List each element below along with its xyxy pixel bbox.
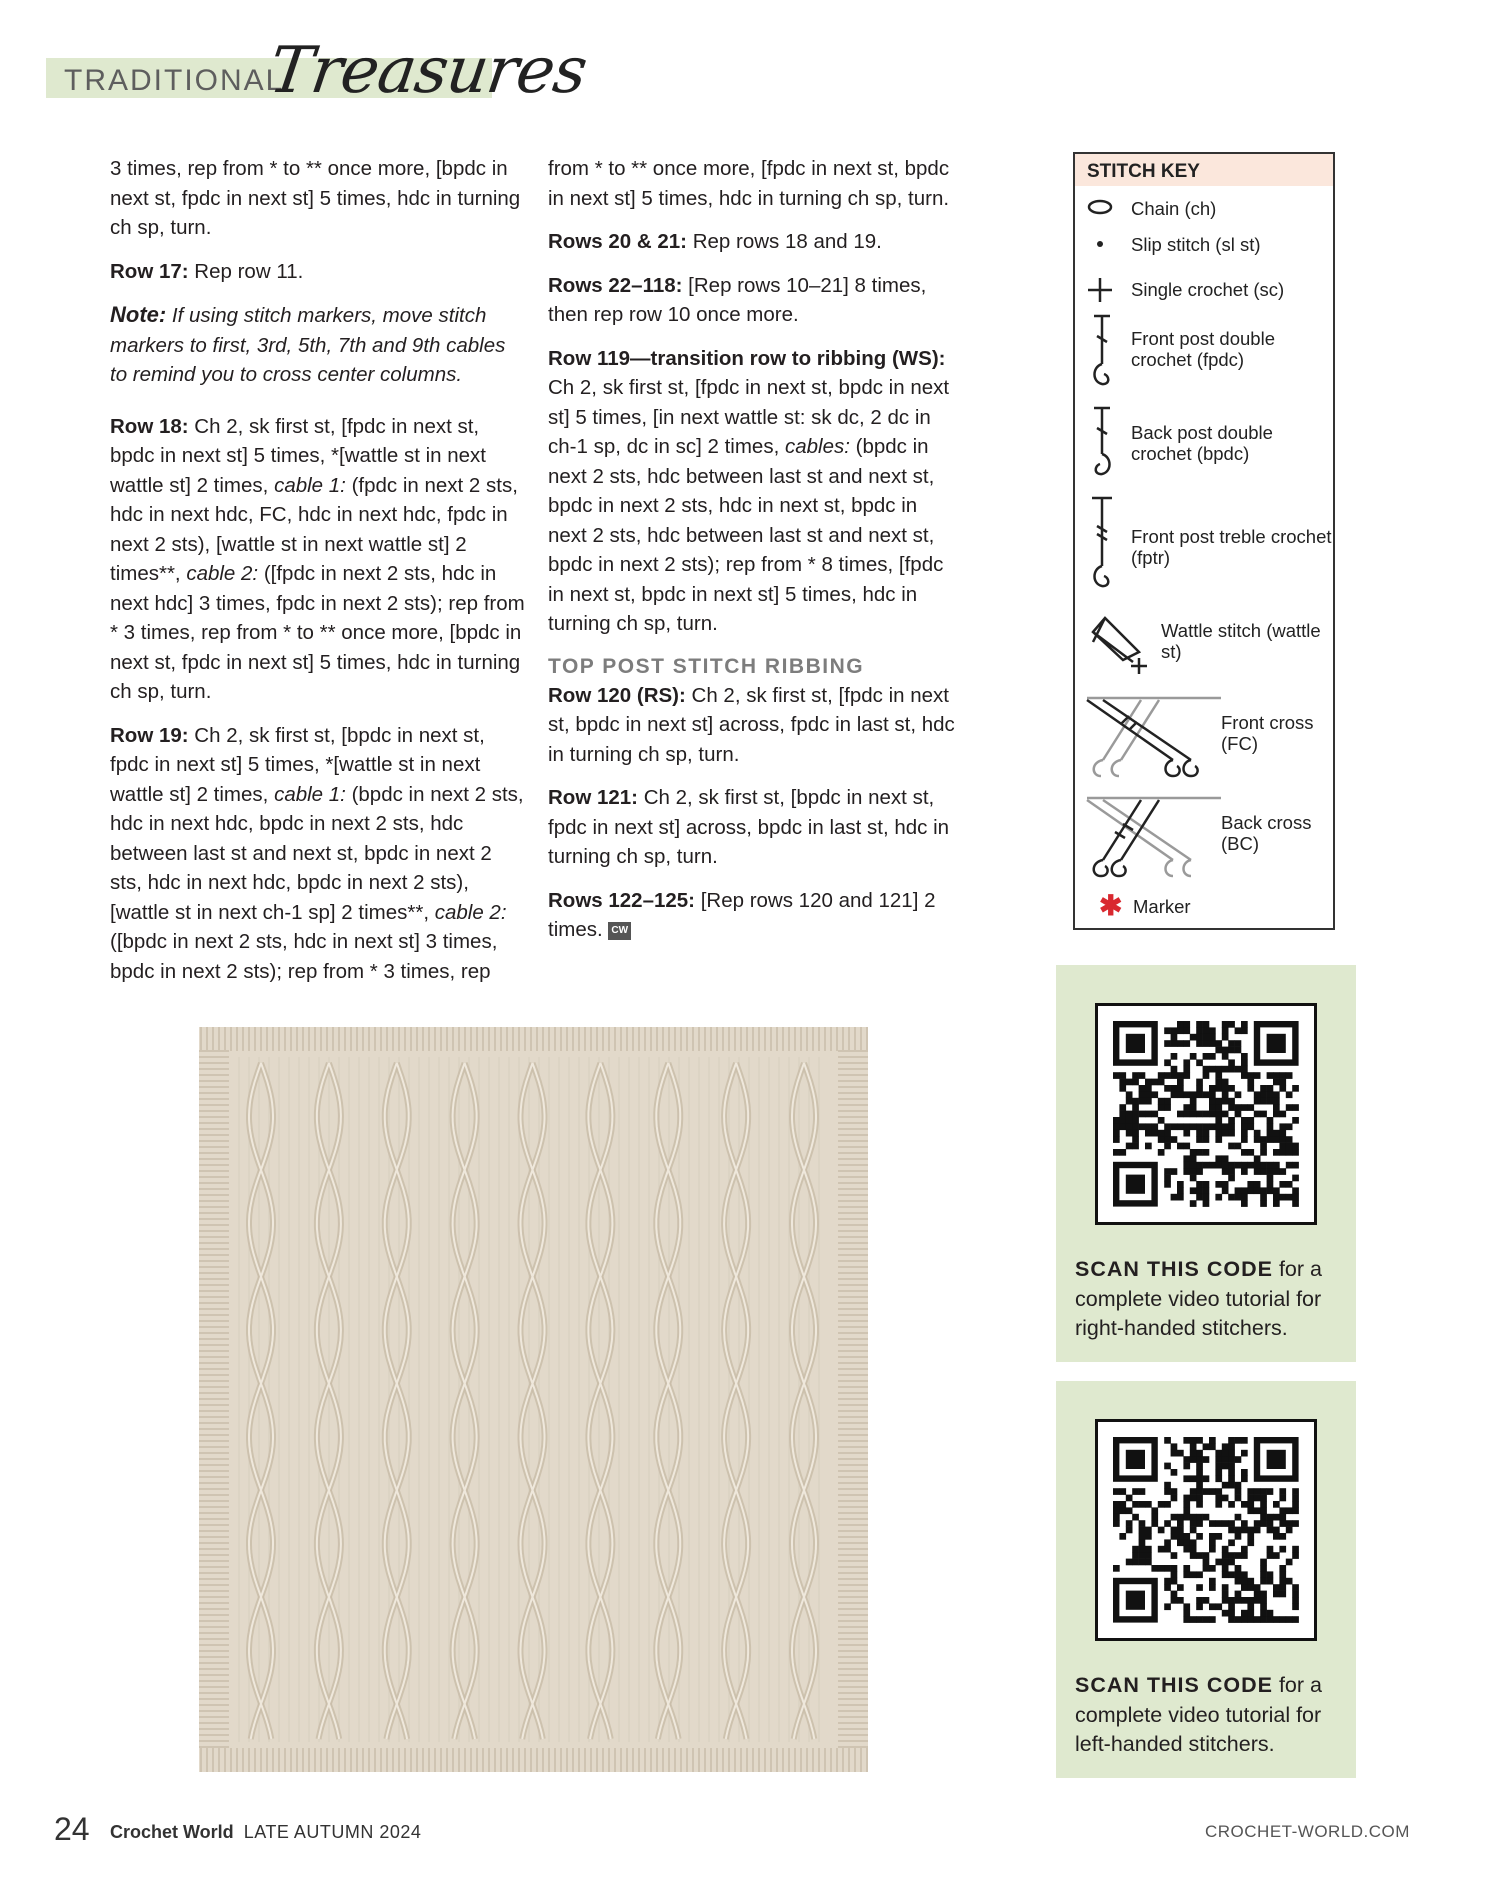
row-120 xyxy=(548,681,958,770)
qr-panel-left-handed xyxy=(1056,1381,1356,1778)
qr-panel-right-handed xyxy=(1056,965,1356,1362)
row-label: Row 17: xyxy=(110,259,189,283)
cable-label: cables: xyxy=(784,435,850,458)
end-mark-icon: CW xyxy=(608,922,631,940)
cable-blanket-image xyxy=(199,1027,868,1772)
row-119 xyxy=(548,344,958,639)
scan-label: SCAN THIS CODE xyxy=(1075,1257,1273,1281)
row-text: (bpdc in next 2 sts, hdc between last st and next st, bpdc in next 2 sts, hdc in next st, bpdc in next 2 sts, hdc between last st and next st, bpdc in next 2 sts); rep from * 8 times, [fpdc in next st, bpdc in next st] 5 times, hdc in turning ch sp, turn. xyxy=(548,435,944,635)
scan-text: for a complete video tutorial for right-handed stitchers. xyxy=(1075,1257,1322,1340)
row-text: [Rep rows 10–21] 8 times, then rep row 10 once more. xyxy=(548,273,927,326)
qr-caption xyxy=(1075,1255,1350,1344)
stitch-key-title: STITCH KEY xyxy=(1087,161,1200,182)
row-text: Ch 2, sk first st, [bpdc in next st, fpdc in next st] 5 times, *[wattle st in next wattle st] 2 times, xyxy=(110,723,485,806)
key-label-fpdc: Front post double crochet (fpdc) xyxy=(1131,328,1275,370)
dot-icon xyxy=(1085,234,1115,254)
magazine-issue xyxy=(110,1822,421,1843)
key-label-bpdc: Back post double crochet (bpdc) xyxy=(1131,422,1273,464)
row-18 xyxy=(110,412,525,707)
paragraph: from * to ** once more, [fpdc in next st, bpdc in next st] 5 times, hdc in turning ch sp, turn. xyxy=(548,157,950,210)
qr-caption xyxy=(1075,1671,1350,1760)
magazine-name: Crochet World xyxy=(110,1822,234,1842)
row-text: Rep rows 18 and 19. xyxy=(687,230,882,253)
key-label-marker: Marker xyxy=(1133,896,1191,917)
row-text: Ch 2, sk first st, [bpdc in next st, fpdc in next st] across, bpdc in last st, hdc in turning ch sp, turn. xyxy=(548,786,950,868)
qr-code-right-handed[interactable] xyxy=(1095,1003,1317,1225)
key-label-back-cross: Back cross (BC) xyxy=(1221,812,1312,854)
rows-122-125 xyxy=(548,886,958,945)
website: CROCHET-WORLD.COM xyxy=(1205,1822,1410,1841)
back-cross-icon xyxy=(1081,794,1225,880)
row-17 xyxy=(110,257,525,287)
rows-22-118 xyxy=(548,271,958,330)
row-121 xyxy=(548,783,958,872)
fptr-icon xyxy=(1087,494,1117,594)
scan-label: SCAN THIS CODE xyxy=(1075,1673,1273,1697)
row-label: Rows 122–125: xyxy=(548,888,696,912)
row-label: Row 121: xyxy=(548,786,638,809)
row-text: Rep row 11. xyxy=(188,259,304,283)
key-label-front-cross: Front cross (FC) xyxy=(1221,712,1314,754)
section-title-small: TRADITIONAL xyxy=(64,64,285,97)
cable-label: cable 1: xyxy=(274,782,346,806)
key-label-wattle: Wattle stitch (wattle st) xyxy=(1161,620,1321,662)
ribbing-subhead: TOP POST STITCH RIBBING xyxy=(548,654,865,678)
row-text: Ch 2, sk first st, [fpdc in next st, bpdc in next st] across, fpdc in last st, hdc in turning ch sp, turn. xyxy=(548,683,955,766)
blanket-photo xyxy=(199,1027,868,1772)
note xyxy=(110,300,525,390)
row-text: (bpdc in next 2 sts, hdc in next hdc, bpdc in next 2 sts, hdc between last st and next st, bpdc in next 2 sts, hdc in next hdc, bpdc in next 2 sts), [wattle st in next ch-1 sp] 2 times**, xyxy=(110,782,524,924)
cable-label: cable 1: xyxy=(274,473,346,497)
paragraph: 3 times, rep from * to ** once more, [bpdc in next st, fpdc in next st] 5 times, hdc in turning ch sp, turn. xyxy=(110,157,521,239)
scan-text: for a complete video tutorial for left-handed stitchers. xyxy=(1075,1673,1322,1756)
fpdc-icon xyxy=(1087,312,1117,392)
cable-label: cable 2: xyxy=(434,900,507,924)
row-label: Row 18: xyxy=(110,414,189,438)
row-label: Row 120 (RS): xyxy=(548,683,686,707)
row-text: (fpdc in next 2 sts, hdc in next hdc, FC, hdc in next hdc, fpdc in next 2 sts), [wattle st in next wattle st] 2 times**, xyxy=(110,473,518,585)
row-text: Ch 2, sk first st, [fpdc in next st, bpdc in next st] 5 times, [in next wattle st: sk dc, 2 dc in ch-1 sp, dc in sc] 2 times, xyxy=(548,376,950,458)
note-text: If using stitch markers, move stitch markers to first, 3rd, 5th, 7th and 9th cables to remind you to cross center columns. xyxy=(110,304,506,386)
section-title-script: Treasures xyxy=(264,34,591,108)
bpdc-icon xyxy=(1087,404,1117,484)
row-19 xyxy=(110,721,525,987)
chain-oval-icon xyxy=(1085,198,1115,216)
row-text: Ch 2, sk first st, [fpdc in next st, bpdc in next st] 5 times, *[wattle st in next wattle st] 2 times, xyxy=(110,414,487,497)
qr-code-left-handed[interactable] xyxy=(1095,1419,1317,1641)
asterisk-marker-icon: ✱ xyxy=(1099,890,1123,921)
row-label: Rows 22–118: xyxy=(548,273,683,297)
key-label-single-crochet: Single crochet (sc) xyxy=(1131,279,1285,300)
key-label-fptr: Front post treble crochet (fptr) xyxy=(1131,526,1332,568)
rows-20-21 xyxy=(548,227,958,257)
row-label: Rows 20 & 21: xyxy=(548,230,687,253)
qr-code-icon xyxy=(1098,1422,1314,1638)
plus-icon xyxy=(1085,275,1115,305)
pattern-column-2 xyxy=(548,154,958,959)
row-text: ([bpdc in next 2 sts, hdc in next st] 3 times, bpdc in next 2 sts); rep from * 3 times, rep xyxy=(110,930,498,983)
page-number: 24 xyxy=(54,1811,90,1847)
row-text: [Rep rows 120 and 121] 2 times. xyxy=(548,888,936,941)
front-cross-icon xyxy=(1081,694,1225,780)
row-label: Row 19: xyxy=(110,723,189,747)
cable-label: cable 2: xyxy=(186,562,259,585)
wattle-icon xyxy=(1083,612,1165,676)
qr-code-icon xyxy=(1098,1006,1314,1222)
row-text: ([fpdc in next 2 sts, hdc in next hdc] 3 times, fpdc in next 2 sts); rep from * 3 times, rep from * to ** once more, [bpdc in next st, fpdc in next st] 5 times, hdc in turning ch sp, turn. xyxy=(110,562,525,703)
note-label: Note: xyxy=(110,302,167,327)
issue-date: LATE AUTUMN 2024 xyxy=(243,1822,422,1842)
key-label-slip-stitch: Slip stitch (sl st) xyxy=(1131,234,1261,255)
stitch-key-box xyxy=(1073,152,1335,930)
pattern-column-1 xyxy=(110,154,525,1000)
key-label-chain: Chain (ch) xyxy=(1131,198,1217,219)
row-label: Row 119—transition row to ribbing (WS): xyxy=(548,346,946,370)
